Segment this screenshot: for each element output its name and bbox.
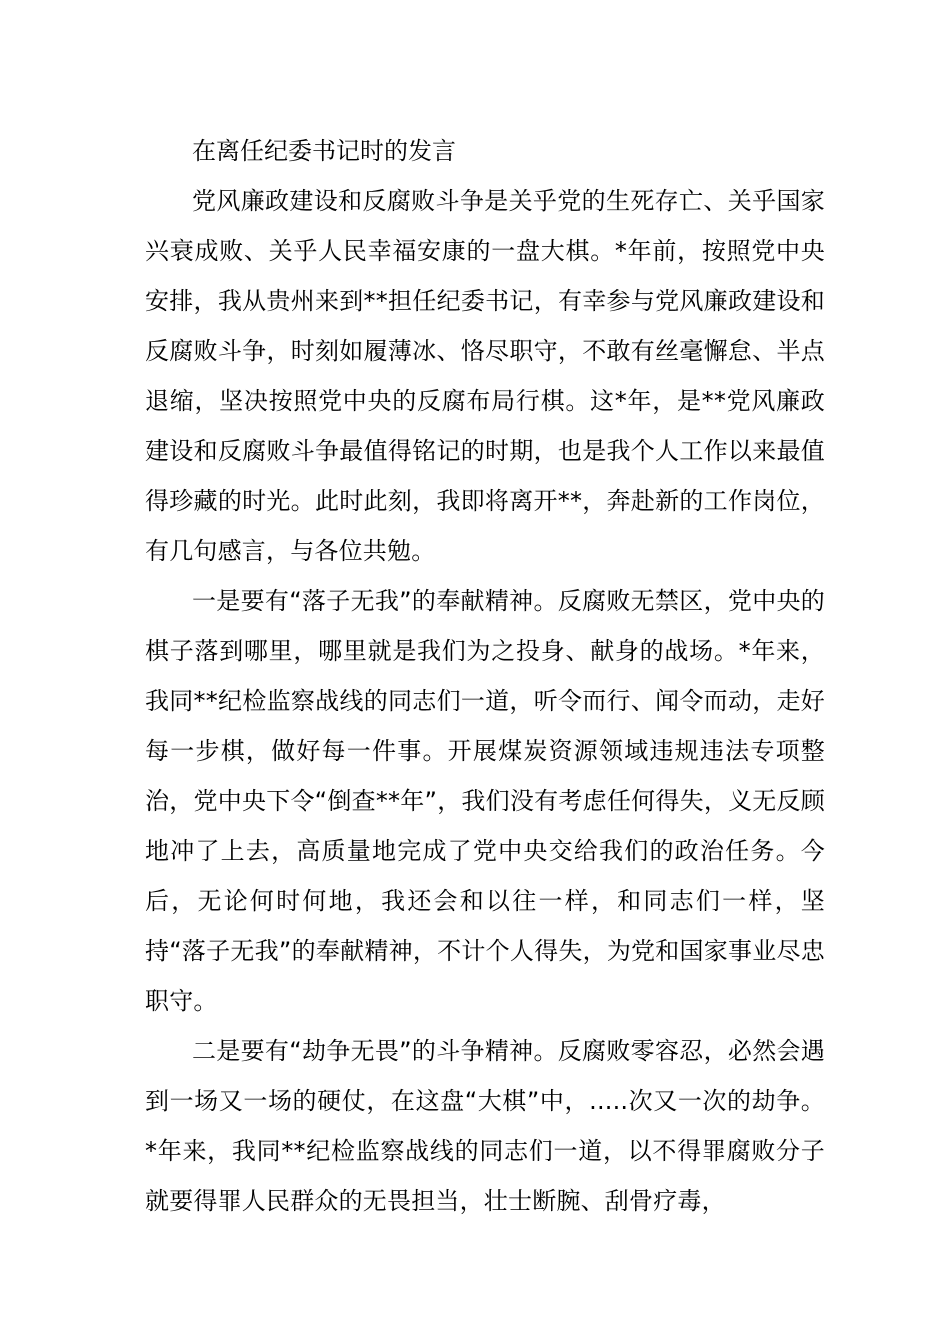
paragraph-intro: 党风廉政建设和反腐败斗争是关乎党的生死存亡、关乎国家兴衰成败、关乎人民幸福安康的一盘大棋。*年前，按照党中央安排，我从贵州来到**担任纪委书记，有幸参与党风廉政建设和反腐败斗争，时刻如履薄冰、恪尽职守，不敢有丝毫懈怠、半点退缩，坚决按照党中央的反腐布局行棋。这*年，是**党风廉政建设和反腐败斗争最值得铭记的时期，也是我个人工作以来最值得珍藏的时光。此时此刻，我即将离开**，奔赴新的工作岗位，有几句感言，与各位共勉。 (145, 187, 825, 565)
document-title: 在离任纪委书记时的发言 (192, 137, 456, 165)
paragraph-point-one: 一是要有“落子无我”的奉献精神。反腐败无禁区，党中央的棋子落到哪里，哪里就是我们为之投身、献身的战场。*年来，我同**纪检监察战线的同志们一道，听令而行、闻令而动，走好每一步棋，做好每一件事。开展煤炭资源领域违规违法专项整治，党中央下令“倒查**年”，我们没有考虑任何得失，义无反顾地冲了上去，高质量地完成了党中央交给我们的政治任务。今后，无论何时何地，我还会和以往一样，和同志们一样，坚持“落子无我”的奉献精神，不计个人得失，为党和国家事业尽忠职守。 (145, 587, 825, 1015)
document-body (145, 126, 825, 1226)
paragraph-point-two: 二是要有“劫争无畏”的斗争精神。反腐败零容忍，必然会遇到一场又一场的硬仗，在这盘“大棋”中，.....次又一次的劫争。*年来，我同**纪检监察战线的同志们一道，以不得罪腐败分子就要得罪人民群众的无畏担当，壮士断腕、刮骨疗毒， (145, 1037, 825, 1215)
